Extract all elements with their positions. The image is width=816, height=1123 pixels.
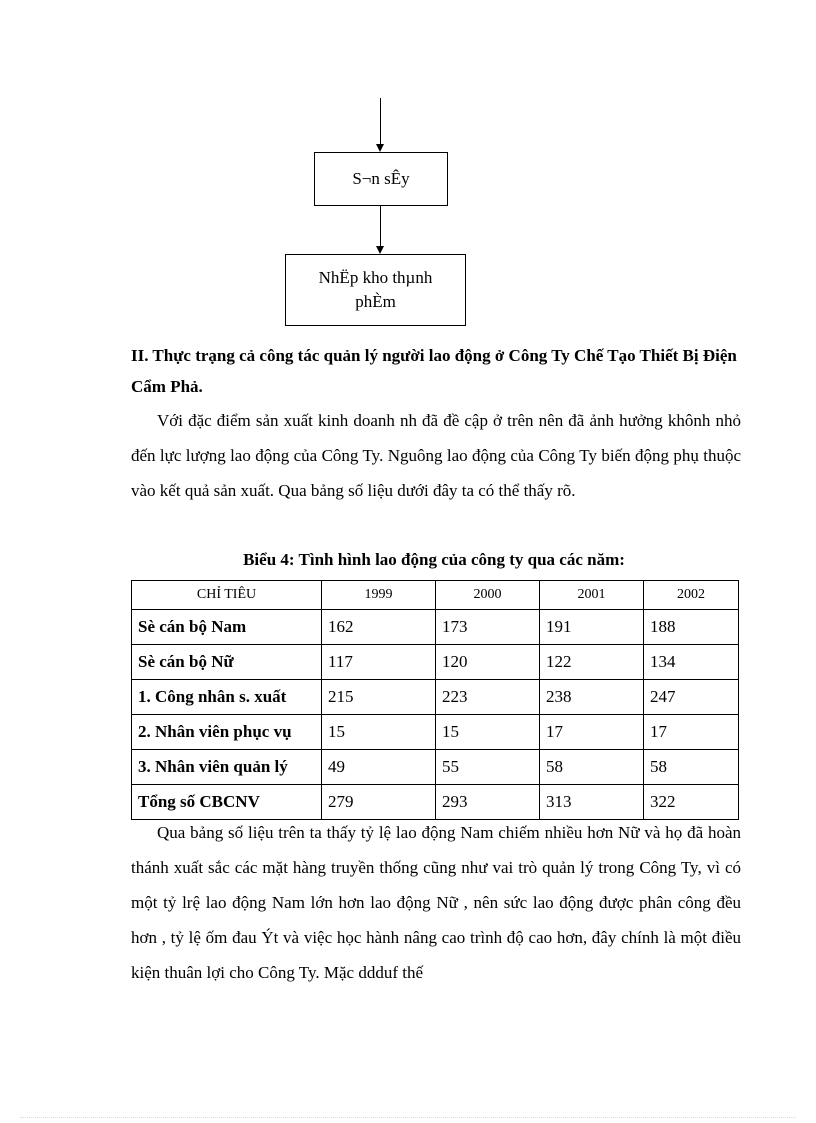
table-cell: 279 (322, 785, 436, 820)
header-2000: 2000 (436, 581, 540, 610)
table-cell: 49 (322, 750, 436, 785)
table-cell: 313 (540, 785, 644, 820)
flow-connector-top (380, 98, 381, 150)
row-label: Sè cán bộ Nữ (132, 645, 322, 680)
row-label: 1. Công nhân s. xuất (132, 680, 322, 715)
row-label: Tổng số CBCNV (132, 785, 322, 820)
table-caption: Biểu 4: Tình hình lao động của công ty qua các năm: (243, 550, 625, 569)
table-cell: 15 (322, 715, 436, 750)
table-cell: 173 (436, 610, 540, 645)
section-heading: II. Thực trạng cả công tác quản lý người lao động ở Công Ty Chế Tạo Thiết Bị Điện Cẩm Phả. (131, 346, 737, 396)
table-cell: 134 (644, 645, 739, 680)
table-cell: 247 (644, 680, 739, 715)
table-cell: 238 (540, 680, 644, 715)
labor-table (131, 580, 739, 820)
table-row (132, 715, 739, 750)
table-cell: 188 (644, 610, 739, 645)
table-cell: 122 (540, 645, 644, 680)
flow-box-drying-label: S¬n sÊy (352, 169, 410, 188)
table-cell: 117 (322, 645, 436, 680)
conclusion-paragraph: Qua bảng số liệu trên ta thấy tỷ lệ lao động Nam chiếm nhiều hơn Nữ và họ đã hoàn thánh xuất sắc các mặt hàng truyền thống cũng như vai trò quản lý trong Công Ty, vì có một tỷ lrệ lao động Nam lớn hơn lao động Nữ , nên sức lao động được phân công đều hơn , tỷ lệ ốm đau Ýt và việc học hành nâng cao trình độ cao hơn, đây chính là một điều kiện thuân lợi cho Công Ty. Mặc ddduf thế (131, 823, 741, 982)
table-cell: 223 (436, 680, 540, 715)
table-cell: 322 (644, 785, 739, 820)
header-criteria: CHỈ TIÊU (132, 581, 322, 610)
table-row (132, 645, 739, 680)
table-cell: 293 (436, 785, 540, 820)
header-2002: 2002 (644, 581, 739, 610)
table-cell: 55 (436, 750, 540, 785)
intro-paragraph: Với đặc điểm sản xuất kinh doanh nh đã đề cập ở trên nên đã ảnh hưởng khônh nhỏ đến lực lượng lao động của Công Ty. Nguông lao động của Công Ty biến động phụ thuộc vào kết quả sản xuất. Qua bảng số liệu dưới đây ta có thể thấy rõ. (131, 411, 741, 500)
table-cell: 215 (322, 680, 436, 715)
table-row (132, 680, 739, 715)
table-cell: 58 (644, 750, 739, 785)
table-cell: 162 (322, 610, 436, 645)
flow-box-warehouse-line2: phÈm (355, 292, 396, 311)
header-2001: 2001 (540, 581, 644, 610)
table-cell: 191 (540, 610, 644, 645)
row-label: 2. Nhân viên phục vụ (132, 715, 322, 750)
table-cell: 17 (540, 715, 644, 750)
table-cell: 58 (540, 750, 644, 785)
header-1999: 1999 (322, 581, 436, 610)
table-row (132, 610, 739, 645)
row-label: Sè cán bộ Nam (132, 610, 322, 645)
arrow-down-icon (376, 246, 384, 254)
row-label: 3. Nhân viên quản lý (132, 750, 322, 785)
table-row (132, 750, 739, 785)
page-bottom-divider (20, 1117, 796, 1118)
flow-box-warehouse-line1: NhËp kho thµnh (318, 268, 433, 287)
flow-box-warehouse (285, 254, 466, 326)
flow-box-drying (314, 152, 448, 206)
arrow-down-icon (376, 144, 384, 152)
table-header-row (132, 581, 739, 610)
table-cell: 120 (436, 645, 540, 680)
table-cell: 17 (644, 715, 739, 750)
table-cell: 15 (436, 715, 540, 750)
